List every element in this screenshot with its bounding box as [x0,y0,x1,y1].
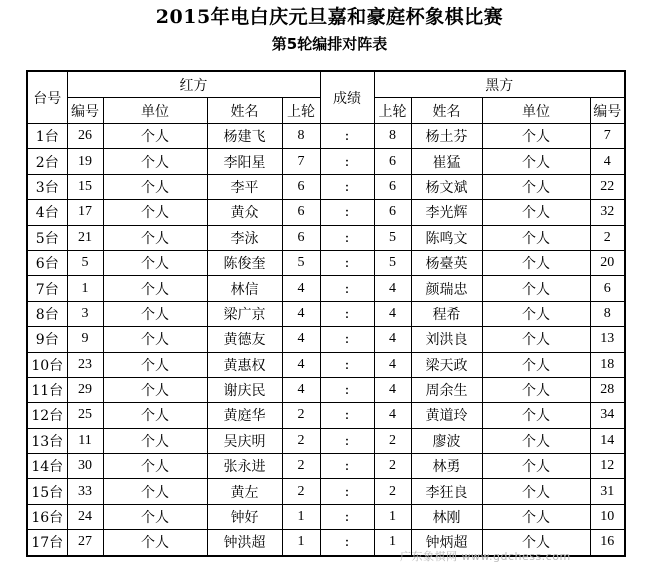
red-unit-cell: 个人 [103,149,207,174]
red-unit-cell: 个人 [103,301,207,326]
black-name-cell: 刘洪良 [411,327,482,352]
pairing-table [26,70,626,557]
red-prev-score-cell: 4 [282,377,320,402]
black-prev-score-cell: 1 [374,504,411,529]
red-unit-cell: 个人 [103,428,207,453]
result-cell: : [320,124,374,149]
red-prev-score-cell: 2 [282,454,320,479]
red-prev-score-cell: 2 [282,479,320,504]
header-black-side: 黑方 [374,71,625,98]
red-prev-score-cell: 4 [282,301,320,326]
table-number-cell: 12台 [27,403,67,428]
black-unit-cell: 个人 [482,403,590,428]
table-number-cell: 14台 [27,454,67,479]
black-name-cell: 李光辉 [411,200,482,225]
black-prev-score-cell: 2 [374,479,411,504]
red-name-cell: 黄庭华 [207,403,282,428]
black-number-cell: 4 [590,149,625,174]
red-prev-score-cell: 1 [282,530,320,556]
black-number-cell: 12 [590,454,625,479]
table-number-cell: 6台 [27,250,67,275]
black-name-cell: 颜瑞忠 [411,276,482,301]
black-prev-score-cell: 4 [374,301,411,326]
table-number-cell: 2台 [27,149,67,174]
black-number-cell: 14 [590,428,625,453]
black-unit-cell: 个人 [482,428,590,453]
table-row [27,250,625,275]
black-prev-score-cell: 4 [374,327,411,352]
page-subtitle: 第5轮编排对阵表 [271,35,388,53]
black-unit-cell: 个人 [482,250,590,275]
black-unit-cell: 个人 [482,200,590,225]
black-prev-score-cell: 2 [374,428,411,453]
table-row [27,301,625,326]
table-number-cell: 15台 [27,479,67,504]
header-black-name: 姓名 [411,98,482,124]
red-unit-cell: 个人 [103,250,207,275]
black-number-cell: 7 [590,124,625,149]
red-name-cell: 李平 [207,174,282,199]
red-prev-score-cell: 8 [282,124,320,149]
red-prev-score-cell: 4 [282,276,320,301]
red-name-cell: 黄众 [207,200,282,225]
black-number-cell: 20 [590,250,625,275]
header-red-name: 姓名 [207,98,282,124]
black-name-cell: 崔猛 [411,149,482,174]
black-unit-cell: 个人 [482,301,590,326]
watermark: 广东象棋网 www.gdchess.com [400,550,571,563]
black-prev-score-cell: 8 [374,124,411,149]
header-red-prev: 上轮 [282,98,320,124]
red-number-cell: 11 [67,428,103,453]
black-unit-cell: 个人 [482,225,590,250]
red-prev-score-cell: 4 [282,352,320,377]
table-number-cell: 5台 [27,225,67,250]
header-black-no: 编号 [590,98,625,124]
page-title: 2015年电白庆元旦嘉和豪庭杯象棋比赛 [155,6,504,28]
black-name-cell: 林刚 [411,504,482,529]
table-row [27,149,625,174]
red-number-cell: 25 [67,403,103,428]
red-number-cell: 29 [67,377,103,402]
red-prev-score-cell: 5 [282,250,320,275]
table-number-cell: 1台 [27,124,67,149]
red-name-cell: 张永进 [207,454,282,479]
red-unit-cell: 个人 [103,454,207,479]
header-red-unit: 单位 [103,98,207,124]
table-row [27,200,625,225]
red-name-cell: 杨建飞 [207,124,282,149]
result-cell: : [320,454,374,479]
red-number-cell: 23 [67,352,103,377]
red-unit-cell: 个人 [103,403,207,428]
red-number-cell: 19 [67,149,103,174]
black-name-cell: 钟炳超 [411,530,482,556]
result-cell: : [320,504,374,529]
red-number-cell: 33 [67,479,103,504]
red-name-cell: 李泳 [207,225,282,250]
red-unit-cell: 个人 [103,530,207,556]
black-unit-cell: 个人 [482,479,590,504]
black-name-cell: 周余生 [411,377,482,402]
table-number-cell: 10台 [27,352,67,377]
result-cell: : [320,479,374,504]
black-prev-score-cell: 6 [374,149,411,174]
red-unit-cell: 个人 [103,352,207,377]
header-red-no: 编号 [67,98,103,124]
black-name-cell: 黄道玲 [411,403,482,428]
black-number-cell: 28 [590,377,625,402]
black-unit-cell: 个人 [482,454,590,479]
table-number-cell: 9台 [27,327,67,352]
result-cell: : [320,149,374,174]
table-number-cell: 17台 [27,530,67,556]
black-prev-score-cell: 4 [374,352,411,377]
black-number-cell: 32 [590,200,625,225]
table-number-cell: 7台 [27,276,67,301]
red-name-cell: 黄左 [207,479,282,504]
red-unit-cell: 个人 [103,479,207,504]
black-prev-score-cell: 2 [374,454,411,479]
black-unit-cell: 个人 [482,530,590,556]
red-number-cell: 3 [67,301,103,326]
red-number-cell: 27 [67,530,103,556]
red-name-cell: 吴庆明 [207,428,282,453]
red-prev-score-cell: 6 [282,225,320,250]
red-number-cell: 1 [67,276,103,301]
red-name-cell: 谢庆民 [207,377,282,402]
table-row [27,428,625,453]
result-cell: : [320,530,374,556]
result-cell: : [320,225,374,250]
black-name-cell: 杨土芬 [411,124,482,149]
header-red-side: 红方 [67,71,320,98]
black-number-cell: 34 [590,403,625,428]
red-prev-score-cell: 6 [282,200,320,225]
table-number-cell: 11台 [27,377,67,402]
red-name-cell: 黄德友 [207,327,282,352]
black-name-cell: 廖波 [411,428,482,453]
result-cell: : [320,200,374,225]
black-prev-score-cell: 4 [374,403,411,428]
black-name-cell: 程希 [411,301,482,326]
header-table-no: 台号 [27,71,67,124]
black-name-cell: 李狂良 [411,479,482,504]
result-cell: : [320,276,374,301]
red-unit-cell: 个人 [103,327,207,352]
black-unit-cell: 个人 [482,276,590,301]
header-black-unit: 单位 [482,98,590,124]
red-number-cell: 17 [67,200,103,225]
red-prev-score-cell: 1 [282,504,320,529]
black-name-cell: 杨臺英 [411,250,482,275]
black-name-cell: 梁天政 [411,352,482,377]
black-unit-cell: 个人 [482,174,590,199]
black-number-cell: 16 [590,530,625,556]
black-name-cell: 林勇 [411,454,482,479]
red-name-cell: 陈俊奎 [207,250,282,275]
black-number-cell: 31 [590,479,625,504]
table-row [27,454,625,479]
table-number-cell: 13台 [27,428,67,453]
red-number-cell: 30 [67,454,103,479]
black-prev-score-cell: 5 [374,225,411,250]
result-cell: : [320,377,374,402]
black-number-cell: 6 [590,276,625,301]
red-number-cell: 15 [67,174,103,199]
table-row [27,504,625,529]
black-number-cell: 2 [590,225,625,250]
red-prev-score-cell: 2 [282,403,320,428]
red-unit-cell: 个人 [103,276,207,301]
black-prev-score-cell: 1 [374,530,411,556]
black-unit-cell: 个人 [482,149,590,174]
table-number-cell: 3台 [27,174,67,199]
header-black-prev: 上轮 [374,98,411,124]
red-prev-score-cell: 6 [282,174,320,199]
table-row [27,124,625,149]
red-unit-cell: 个人 [103,174,207,199]
result-cell: : [320,352,374,377]
red-prev-score-cell: 4 [282,327,320,352]
table-row [27,276,625,301]
red-unit-cell: 个人 [103,200,207,225]
red-name-cell: 李阳星 [207,149,282,174]
table-row [27,174,625,199]
black-unit-cell: 个人 [482,327,590,352]
red-prev-score-cell: 7 [282,149,320,174]
header-result: 成绩 [320,71,374,124]
table-number-cell: 4台 [27,200,67,225]
black-prev-score-cell: 6 [374,174,411,199]
red-name-cell: 林信 [207,276,282,301]
result-cell: : [320,174,374,199]
table-number-cell: 16台 [27,504,67,529]
red-name-cell: 黄惠权 [207,352,282,377]
black-number-cell: 22 [590,174,625,199]
red-unit-cell: 个人 [103,225,207,250]
black-unit-cell: 个人 [482,504,590,529]
red-number-cell: 21 [67,225,103,250]
table-row [27,479,625,504]
result-cell: : [320,301,374,326]
red-unit-cell: 个人 [103,377,207,402]
black-unit-cell: 个人 [482,377,590,402]
black-prev-score-cell: 6 [374,200,411,225]
red-number-cell: 9 [67,327,103,352]
black-number-cell: 13 [590,327,625,352]
red-unit-cell: 个人 [103,124,207,149]
black-number-cell: 18 [590,352,625,377]
table-row [27,403,625,428]
result-cell: : [320,403,374,428]
black-name-cell: 陈鸣文 [411,225,482,250]
black-prev-score-cell: 4 [374,276,411,301]
red-name-cell: 梁广京 [207,301,282,326]
red-name-cell: 钟洪超 [207,530,282,556]
table-number-cell: 8台 [27,301,67,326]
result-cell: : [320,250,374,275]
black-number-cell: 8 [590,301,625,326]
black-number-cell: 10 [590,504,625,529]
black-prev-score-cell: 4 [374,377,411,402]
red-prev-score-cell: 2 [282,428,320,453]
black-unit-cell: 个人 [482,124,590,149]
red-number-cell: 24 [67,504,103,529]
table-row [27,352,625,377]
result-cell: : [320,428,374,453]
result-cell: : [320,327,374,352]
black-prev-score-cell: 5 [374,250,411,275]
red-number-cell: 26 [67,124,103,149]
black-unit-cell: 个人 [482,352,590,377]
table-row [27,225,625,250]
black-name-cell: 杨文斌 [411,174,482,199]
table-row [27,377,625,402]
table-row [27,327,625,352]
red-unit-cell: 个人 [103,504,207,529]
red-number-cell: 5 [67,250,103,275]
red-name-cell: 钟好 [207,504,282,529]
